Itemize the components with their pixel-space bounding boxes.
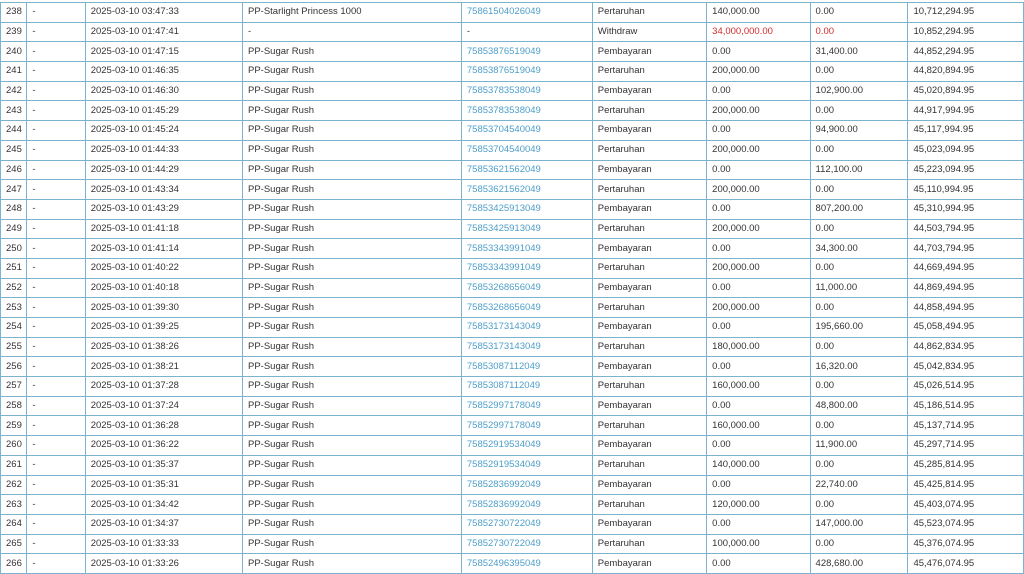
balance-cell: 45,042,834.95 [908,357,1024,377]
transaction-type-cell: Pembayaran [592,121,706,141]
transaction-id-link[interactable]: 75852997178049 [461,416,592,436]
table-row [1,199,1024,219]
status-cell: - [27,121,85,141]
status-cell: - [27,318,85,338]
row-number: 257 [1,377,27,397]
table-row [1,475,1024,495]
game-cell: PP-Sugar Rush [242,416,461,436]
payout-amount-cell: 102,900.00 [810,81,908,101]
status-cell: - [27,258,85,278]
row-number: 240 [1,42,27,62]
status-cell: - [27,239,85,259]
transaction-type-cell: Pertaruhan [592,180,706,200]
row-number: 258 [1,396,27,416]
game-cell: PP-Sugar Rush [242,199,461,219]
transaction-id-link[interactable]: 75853621562049 [461,180,592,200]
bet-amount-cell: 200,000.00 [707,101,810,121]
transaction-id-link[interactable]: 75852730722049 [461,514,592,534]
datetime-cell: 2025-03-10 01:40:22 [85,258,242,278]
transaction-table [0,2,1024,574]
status-cell: - [27,199,85,219]
game-cell: PP-Sugar Rush [242,62,461,82]
transaction-type-cell: Pembayaran [592,514,706,534]
datetime-cell: 2025-03-10 01:34:37 [85,514,242,534]
game-cell: PP-Sugar Rush [242,396,461,416]
transaction-id-link[interactable]: 75852919534049 [461,455,592,475]
status-cell: - [27,514,85,534]
balance-cell: 45,026,514.95 [908,377,1024,397]
transaction-type-cell: Pertaruhan [592,495,706,515]
bet-amount-cell: 0.00 [707,396,810,416]
row-number: 242 [1,81,27,101]
transaction-type-cell: Pertaruhan [592,534,706,554]
table-row [1,101,1024,121]
row-number: 250 [1,239,27,259]
bet-amount-cell: 120,000.00 [707,495,810,515]
table-row [1,377,1024,397]
status-cell: - [27,337,85,357]
status-cell: - [27,180,85,200]
transaction-id-link[interactable]: 75853087112049 [461,357,592,377]
game-cell: PP-Sugar Rush [242,81,461,101]
transaction-id-link[interactable]: 75853425913049 [461,219,592,239]
bet-amount-cell: 0.00 [707,239,810,259]
status-cell: - [27,22,85,42]
balance-cell: 45,285,814.95 [908,455,1024,475]
row-number: 241 [1,62,27,82]
game-cell: PP-Sugar Rush [242,42,461,62]
game-cell: PP-Sugar Rush [242,239,461,259]
game-cell: PP-Sugar Rush [242,357,461,377]
table-row [1,258,1024,278]
status-cell: - [27,455,85,475]
row-number: 243 [1,101,27,121]
bet-amount-cell: 100,000.00 [707,534,810,554]
balance-cell: 45,117,994.95 [908,121,1024,141]
status-cell: - [27,140,85,160]
game-cell: PP-Starlight Princess 1000 [242,3,461,23]
balance-cell: 44,852,294.95 [908,42,1024,62]
payout-amount-cell: 147,000.00 [810,514,908,534]
transaction-id-link[interactable]: 75852836992049 [461,495,592,515]
payout-amount-cell: 0.00 [810,62,908,82]
bet-amount-cell: 0.00 [707,436,810,456]
game-cell: PP-Sugar Rush [242,337,461,357]
balance-cell: 45,020,894.95 [908,81,1024,101]
bet-amount-cell: 140,000.00 [707,455,810,475]
transaction-table-body [1,3,1024,574]
datetime-cell: 2025-03-10 01:41:18 [85,219,242,239]
game-cell: PP-Sugar Rush [242,554,461,574]
datetime-cell: 2025-03-10 01:38:26 [85,337,242,357]
datetime-cell: 2025-03-10 01:34:42 [85,495,242,515]
transaction-id-link[interactable]: 75853343991049 [461,258,592,278]
transaction-type-cell: Pembayaran [592,239,706,259]
transaction-id-link[interactable]: 75861504026049 [461,3,592,23]
bet-amount-cell: 0.00 [707,357,810,377]
payout-amount-cell: 0.00 [810,377,908,397]
table-row [1,3,1024,23]
transaction-id-link[interactable]: 75853173143049 [461,318,592,338]
transaction-id-link[interactable]: 75853876519049 [461,62,592,82]
payout-amount-cell: 31,400.00 [810,42,908,62]
bet-amount-cell: 34,000,000.00 [707,22,810,42]
payout-amount-cell: 0.00 [810,258,908,278]
game-cell: PP-Sugar Rush [242,160,461,180]
transaction-type-cell: Pertaruhan [592,219,706,239]
transaction-type-cell: Pertaruhan [592,140,706,160]
payout-amount-cell: 0.00 [810,22,908,42]
status-cell: - [27,42,85,62]
row-number: 246 [1,160,27,180]
table-row [1,337,1024,357]
table-row [1,239,1024,259]
row-number: 238 [1,3,27,23]
row-number: 249 [1,219,27,239]
balance-cell: 45,110,994.95 [908,180,1024,200]
bet-amount-cell: 0.00 [707,81,810,101]
table-row [1,62,1024,82]
balance-cell: 44,862,834.95 [908,337,1024,357]
datetime-cell: 2025-03-10 01:39:30 [85,298,242,318]
game-cell: PP-Sugar Rush [242,455,461,475]
row-number: 265 [1,534,27,554]
table-row [1,416,1024,436]
datetime-cell: 2025-03-10 01:37:24 [85,396,242,416]
transaction-type-cell: Pertaruhan [592,101,706,121]
game-cell: PP-Sugar Rush [242,278,461,298]
status-cell: - [27,396,85,416]
balance-cell: 45,223,094.95 [908,160,1024,180]
datetime-cell: 2025-03-10 01:47:15 [85,42,242,62]
table-row [1,180,1024,200]
status-cell: - [27,416,85,436]
transaction-id-link[interactable]: 75852997178049 [461,396,592,416]
payout-amount-cell: 0.00 [810,298,908,318]
transaction-id-link[interactable]: 75853343991049 [461,239,592,259]
transaction-type-cell: Withdraw [592,22,706,42]
transaction-id-link[interactable]: 75853425913049 [461,199,592,219]
datetime-cell: 2025-03-10 01:36:22 [85,436,242,456]
row-number: 254 [1,318,27,338]
transaction-id-link[interactable]: 75853783538049 [461,101,592,121]
balance-cell: 45,403,074.95 [908,495,1024,515]
bet-amount-cell: 0.00 [707,121,810,141]
row-number: 266 [1,554,27,574]
payout-amount-cell: 11,900.00 [810,436,908,456]
transaction-type-cell: Pertaruhan [592,3,706,23]
payout-amount-cell: 0.00 [810,534,908,554]
transaction-type-cell: Pertaruhan [592,62,706,82]
bet-amount-cell: 0.00 [707,199,810,219]
payout-amount-cell: 0.00 [810,140,908,160]
game-cell: PP-Sugar Rush [242,101,461,121]
datetime-cell: 2025-03-10 01:35:31 [85,475,242,495]
game-cell: PP-Sugar Rush [242,318,461,338]
status-cell: - [27,101,85,121]
bet-amount-cell: 0.00 [707,278,810,298]
status-cell: - [27,436,85,456]
bet-amount-cell: 0.00 [707,42,810,62]
bet-amount-cell: 180,000.00 [707,337,810,357]
transaction-id-link[interactable]: 75852730722049 [461,534,592,554]
payout-amount-cell: 807,200.00 [810,199,908,219]
transaction-type-cell: Pertaruhan [592,337,706,357]
transaction-id-link[interactable]: 75853704540049 [461,121,592,141]
row-number: 263 [1,495,27,515]
status-cell: - [27,495,85,515]
datetime-cell: 2025-03-10 01:45:24 [85,121,242,141]
balance-cell: 45,476,074.95 [908,554,1024,574]
payout-amount-cell: 0.00 [810,337,908,357]
row-number: 262 [1,475,27,495]
table-row [1,514,1024,534]
game-cell: PP-Sugar Rush [242,121,461,141]
payout-amount-cell: 48,800.00 [810,396,908,416]
row-number: 264 [1,514,27,534]
table-row [1,554,1024,574]
transaction-id-link[interactable]: 75853783538049 [461,81,592,101]
table-row [1,22,1024,42]
status-cell: - [27,554,85,574]
balance-cell: 44,703,794.95 [908,239,1024,259]
transaction-id-link[interactable]: 75852836992049 [461,475,592,495]
game-cell: PP-Sugar Rush [242,140,461,160]
balance-cell: 45,137,714.95 [908,416,1024,436]
datetime-cell: 2025-03-10 03:47:33 [85,3,242,23]
status-cell: - [27,62,85,82]
transaction-id-link[interactable]: 75853876519049 [461,42,592,62]
status-cell: - [27,357,85,377]
transaction-type-cell: Pembayaran [592,160,706,180]
datetime-cell: 2025-03-10 01:43:34 [85,180,242,200]
payout-amount-cell: 0.00 [810,455,908,475]
datetime-cell: 2025-03-10 01:37:28 [85,377,242,397]
table-row [1,455,1024,475]
table-row [1,534,1024,554]
datetime-cell: 2025-03-10 01:38:21 [85,357,242,377]
transaction-type-cell: Pembayaran [592,42,706,62]
table-row [1,42,1024,62]
bet-amount-cell: 0.00 [707,318,810,338]
game-cell: PP-Sugar Rush [242,534,461,554]
transaction-type-cell: Pembayaran [592,318,706,338]
balance-cell: 44,869,494.95 [908,278,1024,298]
transaction-id-link[interactable]: 75852496395049 [461,554,592,574]
transaction-id-link[interactable]: 75853173143049 [461,337,592,357]
transaction-type-cell: Pertaruhan [592,455,706,475]
row-number: 251 [1,258,27,278]
table-row [1,495,1024,515]
status-cell: - [27,475,85,495]
datetime-cell: 2025-03-10 01:41:14 [85,239,242,259]
payout-amount-cell: 0.00 [810,495,908,515]
bet-amount-cell: 200,000.00 [707,140,810,160]
balance-cell: 45,023,094.95 [908,140,1024,160]
bet-amount-cell: 0.00 [707,554,810,574]
row-number: 244 [1,121,27,141]
table-row [1,318,1024,338]
payout-amount-cell: 112,100.00 [810,160,908,180]
transaction-type-cell: Pembayaran [592,81,706,101]
transaction-type-cell: Pembayaran [592,357,706,377]
status-cell: - [27,534,85,554]
game-cell: PP-Sugar Rush [242,219,461,239]
bet-amount-cell: 0.00 [707,514,810,534]
status-cell: - [27,160,85,180]
transaction-type-cell: Pembayaran [592,278,706,298]
payout-amount-cell: 94,900.00 [810,121,908,141]
status-cell: - [27,377,85,397]
status-cell: - [27,81,85,101]
transaction-id-link[interactable]: 75853621562049 [461,160,592,180]
balance-cell: 10,852,294.95 [908,22,1024,42]
bet-amount-cell: 140,000.00 [707,3,810,23]
balance-cell: 45,297,714.95 [908,436,1024,456]
balance-cell: 45,186,514.95 [908,396,1024,416]
transaction-id-link[interactable]: 75853087112049 [461,377,592,397]
transaction-type-cell: Pertaruhan [592,258,706,278]
datetime-cell: 2025-03-10 01:33:26 [85,554,242,574]
datetime-cell: 2025-03-10 01:33:33 [85,534,242,554]
row-number: 261 [1,455,27,475]
bet-amount-cell: 200,000.00 [707,219,810,239]
game-cell: PP-Sugar Rush [242,514,461,534]
transaction-type-cell: Pembayaran [592,475,706,495]
row-number: 256 [1,357,27,377]
transaction-type-cell: Pembayaran [592,436,706,456]
status-cell: - [27,278,85,298]
payout-amount-cell: 0.00 [810,180,908,200]
balance-cell: 10,712,294.95 [908,3,1024,23]
datetime-cell: 2025-03-10 01:36:28 [85,416,242,436]
bet-amount-cell: 0.00 [707,160,810,180]
transaction-type-cell: Pertaruhan [592,416,706,436]
bet-amount-cell: 160,000.00 [707,416,810,436]
row-number: 259 [1,416,27,436]
balance-cell: 44,503,794.95 [908,219,1024,239]
game-cell: PP-Sugar Rush [242,180,461,200]
transaction-type-cell: Pembayaran [592,554,706,574]
transaction-id-link[interactable]: 75853268656049 [461,278,592,298]
bet-amount-cell: 160,000.00 [707,377,810,397]
status-cell: - [27,219,85,239]
datetime-cell: 2025-03-10 01:44:29 [85,160,242,180]
payout-amount-cell: 195,660.00 [810,318,908,338]
datetime-cell: 2025-03-10 01:44:33 [85,140,242,160]
balance-cell: 45,376,074.95 [908,534,1024,554]
table-row [1,160,1024,180]
payout-amount-cell: 0.00 [810,3,908,23]
balance-cell: 44,917,994.95 [908,101,1024,121]
row-number: 247 [1,180,27,200]
datetime-cell: 2025-03-10 01:47:41 [85,22,242,42]
row-number: 239 [1,22,27,42]
transaction-id-link[interactable]: 75853704540049 [461,140,592,160]
bet-amount-cell: 200,000.00 [707,62,810,82]
balance-cell: 45,310,994.95 [908,199,1024,219]
balance-cell: 45,425,814.95 [908,475,1024,495]
row-number: 255 [1,337,27,357]
table-row [1,219,1024,239]
row-number: 260 [1,436,27,456]
balance-cell: 45,523,074.95 [908,514,1024,534]
row-number: 248 [1,199,27,219]
bet-amount-cell: 200,000.00 [707,298,810,318]
game-cell: PP-Sugar Rush [242,495,461,515]
bet-amount-cell: 0.00 [707,475,810,495]
datetime-cell: 2025-03-10 01:46:35 [85,62,242,82]
table-row [1,357,1024,377]
balance-cell: 44,858,494.95 [908,298,1024,318]
payout-amount-cell: 22,740.00 [810,475,908,495]
game-cell: PP-Sugar Rush [242,436,461,456]
status-cell: - [27,298,85,318]
row-number: 253 [1,298,27,318]
table-row [1,396,1024,416]
payout-amount-cell: 11,000.00 [810,278,908,298]
bet-amount-cell: 200,000.00 [707,180,810,200]
balance-cell: 44,669,494.95 [908,258,1024,278]
transaction-id-link: - [461,22,592,42]
balance-cell: 44,820,894.95 [908,62,1024,82]
game-cell: - [242,22,461,42]
payout-amount-cell: 16,320.00 [810,357,908,377]
datetime-cell: 2025-03-10 01:45:29 [85,101,242,121]
transaction-type-cell: Pembayaran [592,396,706,416]
status-cell: - [27,3,85,23]
table-row [1,278,1024,298]
transaction-type-cell: Pertaruhan [592,298,706,318]
datetime-cell: 2025-03-10 01:46:30 [85,81,242,101]
table-row [1,81,1024,101]
transaction-id-link[interactable]: 75852919534049 [461,436,592,456]
datetime-cell: 2025-03-10 01:40:18 [85,278,242,298]
transaction-id-link[interactable]: 75853268656049 [461,298,592,318]
payout-amount-cell: 0.00 [810,101,908,121]
payout-amount-cell: 0.00 [810,416,908,436]
table-row [1,298,1024,318]
table-row [1,436,1024,456]
payout-amount-cell: 34,300.00 [810,239,908,259]
payout-amount-cell: 428,680.00 [810,554,908,574]
game-cell: PP-Sugar Rush [242,377,461,397]
game-cell: PP-Sugar Rush [242,258,461,278]
bet-amount-cell: 200,000.00 [707,258,810,278]
balance-cell: 45,058,494.95 [908,318,1024,338]
game-cell: PP-Sugar Rush [242,298,461,318]
datetime-cell: 2025-03-10 01:43:29 [85,199,242,219]
row-number: 252 [1,278,27,298]
table-row [1,121,1024,141]
datetime-cell: 2025-03-10 01:39:25 [85,318,242,338]
datetime-cell: 2025-03-10 01:35:37 [85,455,242,475]
table-row [1,140,1024,160]
payout-amount-cell: 0.00 [810,219,908,239]
transaction-type-cell: Pembayaran [592,199,706,219]
row-number: 245 [1,140,27,160]
game-cell: PP-Sugar Rush [242,475,461,495]
transaction-type-cell: Pertaruhan [592,377,706,397]
